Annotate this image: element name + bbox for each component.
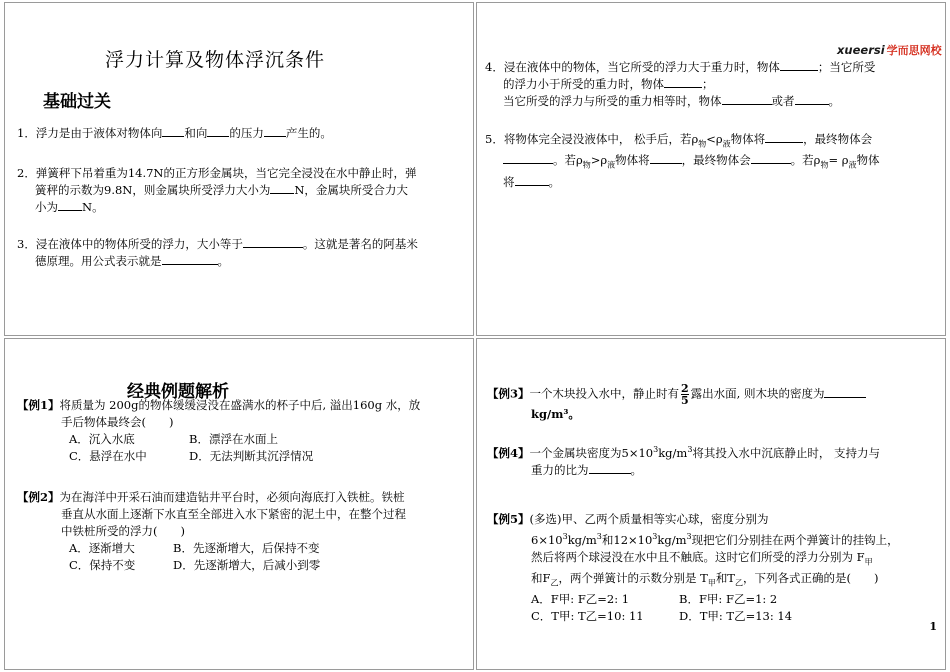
option-b[interactable]: B．F甲: F乙=1: 2 [679,592,778,607]
answer-blank[interactable] [243,236,303,248]
example-3: 【例3】一个木块投入水中，静止时有 $\frac{2}{5}$ 露出水面, 则木块的密度为 kg/m³。 [487,383,866,423]
slide-panel-3 [4,338,474,670]
answer-blank[interactable] [765,131,803,143]
question-5: 5．将物体完全浸没液体中， 松手后，若$\rho_物<\rho_液$物体将 ，最终物体会 。若$\rho_物>\rho_液$物体将 ，最终物体会 。若$\rho_物= \rho_液$物体 将 。 [485,132,880,189]
example-2: 【例2】为在海洋中开采石油而建造钻井平台时，必须向海底打入铁桩。铁桩 垂直从水面上逐渐下水直至全部进入水下紧密的泥土中，在整个过程 中铁桩所受的浮力( ) A．逐渐增大 B．先逐渐增大，后保持不变 C．保持不变 D．先逐渐增大，后减小到零 [17,490,406,572]
answer-blank[interactable] [264,125,286,137]
answer-blank[interactable] [162,253,218,265]
option-b[interactable]: B．先逐渐增大，后保持不变 [173,541,320,555]
option-d[interactable]: D．先逐渐增大，后减小到零 [173,558,321,572]
answer-blank[interactable] [722,93,772,105]
answer-blank[interactable] [780,59,818,71]
option-d[interactable]: D．无法判断其沉浮情况 [189,449,314,463]
answer-blank[interactable] [162,125,184,137]
option-c[interactable]: C．保持不变 [69,558,136,572]
answer-blank[interactable] [650,152,682,164]
question-3: 3．浸在液体中的物体所受的浮力，大小等于 。这就是著名的阿基米 德原理。用公式表示就是 。 [17,237,418,268]
section-heading-examples: 经典例题解析 [127,382,229,402]
question-2: 2．弹簧秤下吊着重为14.7N的正方形金属块，当它完全浸没在水中静止时，弹 簧秤的示数为9.8N，则金属块所受浮力大小为 N，金属块所受合力大 小为 N。 [17,166,417,214]
slide-panel-1 [4,2,474,336]
option-a[interactable]: A．F甲: F乙=2: 1 [531,592,630,607]
answer-blank[interactable] [751,152,791,164]
option-b[interactable]: B．漂浮在水面上 [189,432,278,446]
answer-blank[interactable] [824,386,866,398]
brand-logo: xueersi 学而思网校 [837,43,942,57]
slide-panel-2 [476,2,946,336]
option-c[interactable]: C．悬浮在水中 [69,449,147,463]
question-1: 1．浮力是由于液体对物体向 和向 的压力 产生的。 [17,126,332,140]
fraction: $\frac{2}{5}$ [681,382,689,407]
answer-blank[interactable] [795,93,829,105]
page-number: 1 [929,620,937,633]
option-a[interactable]: A．沉入水底 [69,432,135,446]
option-a[interactable]: A．逐渐增大 [69,541,135,555]
option-c[interactable]: C．T甲: T乙=10: 11 [531,609,644,624]
answer-blank[interactable] [207,125,229,137]
example-5: 【例5】(多选)甲、乙两个质量相等实心球，密度分别为 $6\times 10^3kg/m^3$和$12\times 10^3kg/m^3$现把它们分别挂在两个弹簧计的挂钩上， 然后将两个球浸没在水中且不触底。这时它们所受的浮力分别为 $F_甲$ 和$F_乙$，两个弹簧计的示数分别是 $T_甲$和$T_乙$，下列各式正确的是( ) A．F甲: F乙=2: 1 B．F甲: F乙=1: 2 C．T甲: T乙=10: 11 D．T甲: T乙=13: 14 [487,512,899,624]
answer-blank[interactable] [270,182,294,194]
slide-panel-4 [476,338,946,670]
answer-blank[interactable] [664,76,702,88]
page-title: 浮力计算及物体浮沉条件 [105,49,326,71]
option-d[interactable]: D．T甲: T乙=13: 14 [679,609,793,624]
answer-blank[interactable] [515,174,549,186]
answer-blank[interactable] [503,152,553,164]
example-1: 【例1】将质量为 200g的物体缓缓浸没在盛满水的杯子中后, 溢出160g 水，放 手后物体最终会( ) A．沉入水底 B．漂浮在水面上 C．悬浮在水中 D．无法判断其沉浮情况 [17,398,421,463]
question-4: 4．浸在液体中的物体，当它所受的浮力大于重力时，物体 ；当它所受 的浮力小于所受的重力时，物体 ； 当它所受的浮力与所受的重力相等时，物体 或者 。 [485,60,876,108]
section-heading-basic: 基础过关 [43,92,111,112]
example-4: 【例4】一个金属块密度为$5\times 10^3kg/m^3$将其投入水中沉底静止时， 支持力与 重力的比为 。 [487,445,881,477]
answer-blank[interactable] [589,462,631,474]
answer-blank[interactable] [58,199,82,211]
